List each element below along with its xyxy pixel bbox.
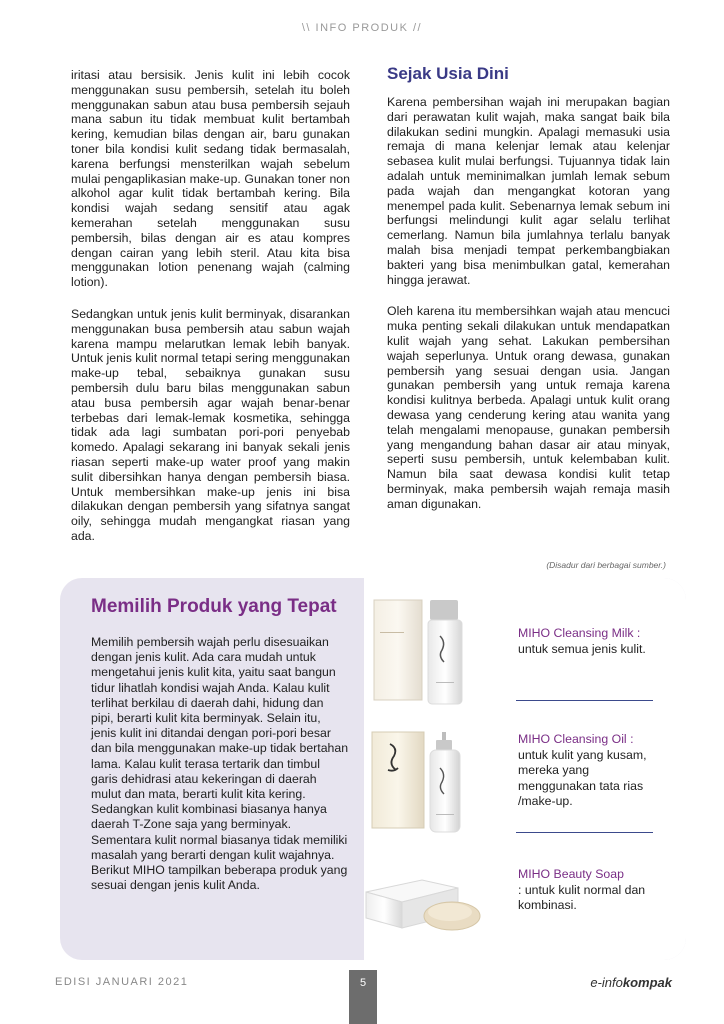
divider: [516, 832, 653, 833]
cleansing-oil-photo: [370, 726, 480, 838]
edition-label: EDISI JANUARI 2021: [55, 976, 189, 988]
section-header: \\ INFO PRODUK //: [301, 22, 423, 34]
product-name: MIHO Cleansing Milk :: [518, 626, 641, 640]
box-body: Memilih pembersih wajah perlu disesuaikan dengan jenis kulit. Ada cara mudah untuk mengetahui jenis kulit kita, yaitu saat bangun tidur lihatlah kondisi wajah Anda. Kalau kulit terlihat berkilau di daerah dahi, hidung dan pipi, berarti kulit kita berminyak. Selain itu, jenis kulit ini ditandai dengan pori-pori besar dan bila menggunakan make-up tidak bertahan lama. Kalau kulit terasa tertarik dan timbul garis dehidrasi atau kekeringan di daerah mulut dan mata, berarti kulit kita kering. Sedangkan kulit kombinasi biasanya hanya daerah T-Zone saja yang berminyak. Sementara kulit normal biasanya tidak memiliki masalah yang berarti dengan kulit wajahnya. Berikut MIHO tampilkan beberapa produk yang sesuai dengan jenis kulit Anda.: [91, 635, 349, 893]
box-title: Memilih Produk yang Tepat: [91, 596, 337, 617]
product-cleansing-oil: [518, 732, 668, 810]
product-cleansing-milk: [518, 626, 668, 657]
product-description: untuk semua jenis kulit.: [518, 641, 646, 656]
product-beauty-soap: [518, 867, 668, 914]
right-column: [387, 95, 670, 529]
product-name: MIHO Cleansing Oil :: [518, 732, 634, 746]
page-number: 5: [349, 970, 377, 1024]
brand-prefix: e-info: [590, 975, 623, 990]
source-note: (Disadur dari berbagai sumber.): [546, 560, 666, 570]
brand-logo: [590, 975, 672, 990]
cleansing-milk-photo: [370, 596, 480, 708]
body-paragraph: Oleh karena itu membersihkan wajah atau mencuci muka penting sekali dilakukan untuk mendapatkan kulit wajah yang sehat. Lakukan pembersihan wajah seperlunya. Untuk orang dewasa, gunakan pembersih yang sesuai dengan usia. Jangan gunakan pembersih yang untuk remaja karena kondisi kulitnya berbeda. Apalagi untuk kulit orang dewasa yang cenderung kering atau wanita yang telah mengalami menopause, gunakan pembersih yang mengandung bahan dasar air atau minyak, seperti susu pembersih, untuk kelembaban kulit. Namun bila saat dewasa kondisi kulit tetap berminyak, maka pembersih wajah remaja masih aman digunakan.: [387, 304, 670, 511]
left-column: [71, 68, 350, 561]
section-title: Sejak Usia Dini: [387, 64, 509, 83]
body-paragraph: Sedangkan untuk jenis kulit berminyak, disarankan menggunakan busa pembersih atau sabun wajah karena mampu melarutkan lemak lebih banyak. Untuk jenis kulit normal tetapi sering menggunakan make-up tebal, sebaiknya gunakan susu pembersih dulu baru bilas menggunakan sabun atau busa pembersih agar wajah benar-benar terbebas dari lemak-lemak kosmetika, sehingga tidak ada lagi sumbatan pori-pori penyebab komedo. Apalagi sekarang ini banyak sekali jenis riasan seperti make-up water proof yang makin sulit dibersihkan hanya dengan pembersih biasa. Untuk membersihkan make-up jenis ini bisa dilakukan dengan pembersih yang sifatnya sangat oily, sehingga mudah mengangkat riasan yang ada.: [71, 306, 350, 543]
beauty-soap-photo: [362, 872, 492, 936]
brand-bold: kompak: [622, 975, 672, 990]
divider: [516, 700, 653, 701]
product-description: untuk kulit yang kusam, mereka yang menggunakan tata rias /make-up.: [518, 747, 647, 808]
body-paragraph: iritasi atau bersisik. Jenis kulit ini lebih cocok menggunakan susu pembersih, setelah itu boleh menggunakan sabun atau busa pembersih sejauh mana sabun itu tidak membuat kulit bertambah kering, kemudian bilas dengan air, baru gunakan toner bila kondisi kulit sedang tidak bermasalah, karena berfungsi mensterilkan wajah sebelum mulai pengaplikasian make-up. Gunakan toner non alkohol agar kulit tidak bertambah kering. Bila kondisi wajah sedang sensitif atau agak kemerahan setelah menggunakan susu pembersih, bilas dengan air es atau kompres dengan cairan yang lebih steril. Atau kita bisa menggunakan lotion penenang wajah (calming lotion).: [71, 68, 350, 290]
product-description: : untuk kulit normal dan kombinasi.: [518, 882, 646, 912]
product-name: MIHO Beauty Soap: [518, 867, 624, 881]
body-paragraph: Karena pembersihan wajah ini merupakan bagian dari perawatan kulit wajah, maka sangat baik bila dilakukan sedini mungkin. Apalagi memasuki usia remaja di mana kelenjar lemak atau kelenjar sebasea kulit mulai berfungsi. Tujuannya tidak lain adalah untuk meminimalkan jumlah lemak sebum pada wajah dan mengangkat kotoran yang menempel pada kulit. Sebenarnya lemak sebum ini berfungsi melindungi kulit agar selalu terlihat cemerlang. Namun bila jumlahnya terlalu banyak malah bisa menjadi tempat perkembangbiakan bakteri yang bisa menimbulkan gatal, kemerahan hingga jerawat.: [387, 95, 670, 287]
